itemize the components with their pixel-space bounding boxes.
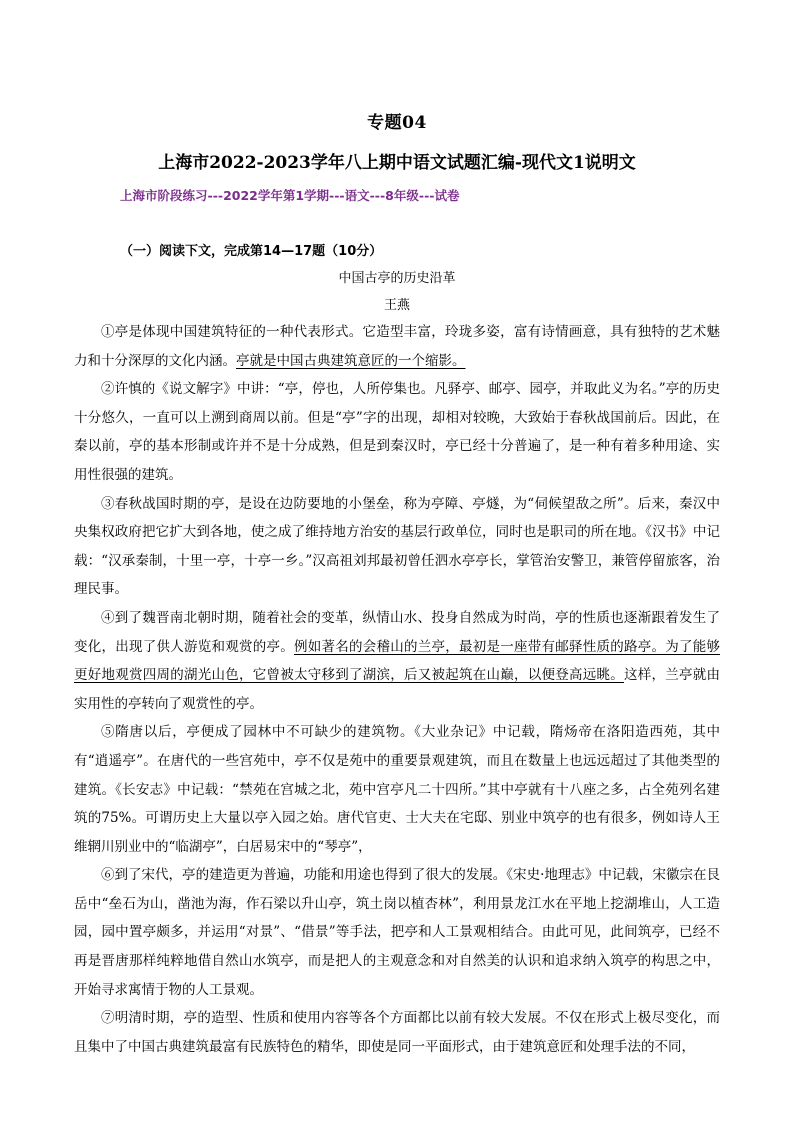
article-body [74,318,720,1061]
paragraph-1-text: ①亭是体现中国建筑特征的一种代表形式。它造型丰富，玲珑多姿，富有诗情画意，具有独特的艺术魅力和十分深厚的文化内涵。 [74,324,720,369]
paragraph-1 [74,318,720,375]
topic-number: 专题04 [367,113,427,133]
paragraph-4-text-end: 这样，兰亭就由实用性的亭转向了观赏性的亭。 [74,667,720,712]
article-title: 中国古亭的历史沿革 [338,271,456,286]
paragraph-4-text: ④到了魏晋南北朝时期，随着社会的变革，纵情山水、投身自然成为时尚，亭的性质也逐渐跟着发生了变化，出现了供人游览和观赏的亭。 [74,609,720,655]
paragraph-6: ⑥到了宋代，亭的建造更为普遍，功能和用途也得到了很大的发展。《宋史·地理志》中记载，宋徽宗在艮岳中“垒石为山，凿池为海，作石梁以升山亭，筑土岗以植杏林”，利用景龙江水在平地上挖湖堆山，人工造园，园中置亭颇多，并运用“对景”、“借景”等手法，把亭和人工景观相结合。由此可见，此间筑亭，已经不再是晋唐那样纯粹地借自然山水筑亭，而是把人的主观意念和对自然美的认识和追求纳入筑亭的构思之中，开始寻求寓情于物的人工景观。 [74,867,720,998]
paragraph-4-underlined: 例如著名的会稽山的兰亭，最初是一座带有邮驿性质的路亭。为了能够更好地观赏四周的湖光山色，它曾被太守移到了湖滨，后又被起筑在山巅，以便登高远眺。 [74,638,720,684]
document-subtitle: 上海市阶段练习---2022学年第1学期---语文---8年级---试卷 [120,188,460,203]
section-heading: （一）阅读下文，完成第14—17题（10分） [120,244,383,259]
paragraph-3: ③春秋战国时期的亭，是设在边防要地的小堡垒，称为亭障、亭燧，为“伺候望敌之所”。后来，秦汉中央集权政府把它扩大到各地，使之成了维持地方治安的基层行政单位，同时也是职司的所在地。《汉书》中记载：“汉承秦制，十里一亭，十亭一乡。”汉高祖刘邦最初曾任泗水亭亭长，掌管治安警卫，兼管停留旅客，治理民事。 [74,495,720,598]
paragraph-5: ⑤隋唐以后，亭便成了园林中不可缺少的建筑物。《大业杂记》中记载，隋炀帝在洛阳造西苑，其中有“逍遥亭”。在唐代的一些宫苑中，亭不仅是苑中的重要景观建筑，而且在数量上也远远超过了其他类型的建筑。《长安志》中记载：“禁苑在宫城之北，苑中宫亭凡二十四所。”其中亭就有十八座之多，占全苑列名建筑的75%。可谓历史上大量以亭入园之始。唐代官吏、士大夫在宅邸、别业中筑亭的也有很多，例如诗人王维辋川别业中的“临湖亭”，白居易宋中的“琴亭”， [74,724,720,855]
paragraph-1-underlined: 亭就是中国古典建筑意匠的一个缩影。 [236,352,466,369]
article-author: 王燕 [383,298,410,313]
document-title: 上海市2022-2023学年八上期中语文试题汇编-现代文1说明文 [158,153,636,173]
paragraph-4 [74,604,720,718]
paragraph-7: ⑦明清时期，亭的造型、性质和使用内容等各个方面都比以前有较大发展。不仅在形式上极尽变化，而且集中了中国古典建筑最富有民族特色的精华，即使是同一平面形式，由于建筑意匠和处理手法的不同， [74,1010,720,1055]
paragraph-2: ②许慎的《说文解字》中讲：“亭，停也，人所停集也。凡驿亭、邮亭、园亭，并取此义为名。”亭的历史十分悠久，一直可以上溯到商周以前。但是“亭”字的出现，却相对较晚，大致始于春秋战国前后。因此，在秦以前，亭的基本形制或许并不是十分成熟，但是到秦汉时，亭已经十分普遍了，是一种有着多种用途、实用性很强的建筑。 [74,381,720,483]
